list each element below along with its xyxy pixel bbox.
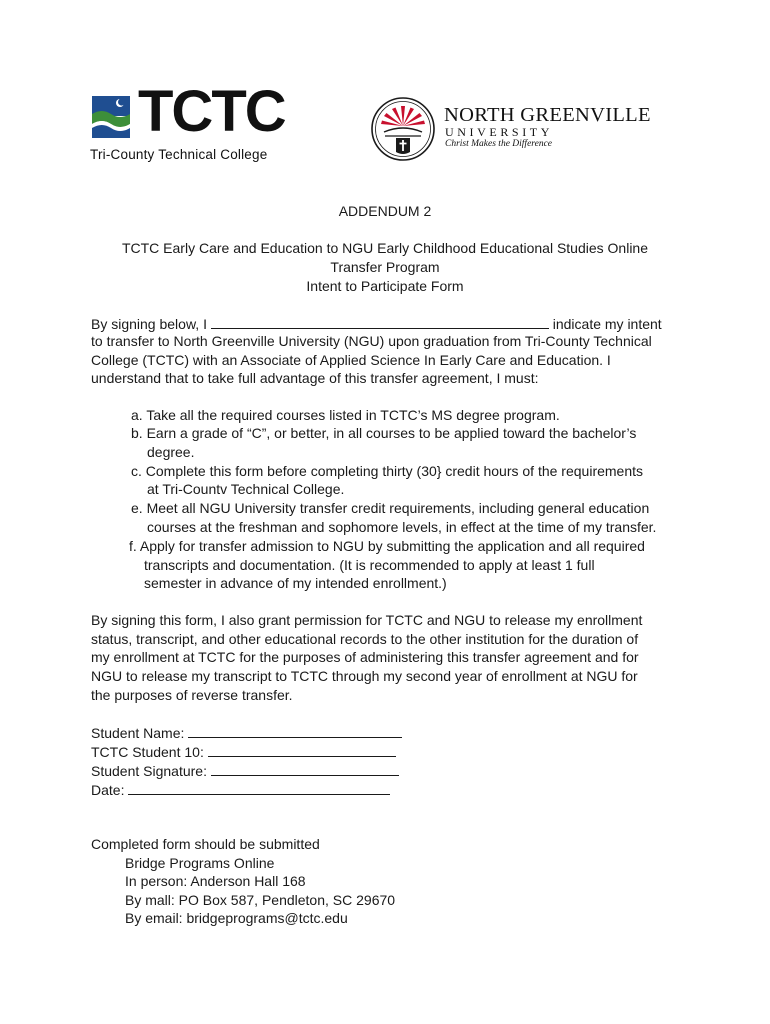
submission-in-person: In person: Anderson Hall 168 (125, 873, 306, 889)
tctc-college-name: Tri-County Technical College (90, 147, 268, 162)
date-field[interactable] (128, 780, 390, 795)
intro-after-blank: indicate my intent (552, 316, 662, 332)
permission-line-3: my enrollment at TCTC for the purposes of administering this transfer agreement and for (91, 649, 639, 665)
intro-line-1 (91, 314, 662, 333)
ngu-university-label: UNIVERSITY (445, 125, 553, 139)
permission-line-4: NGU to release my transcript to TCTC through my second year of enrollment at NGU for (91, 668, 638, 684)
tctc-wordmark: TCTC (138, 79, 285, 144)
ngu-logo (370, 96, 690, 166)
submission-by-email[interactable]: By email: bridgeprograms@tctc.edu (125, 910, 348, 926)
tctc-emblem-icon (90, 94, 132, 140)
requirement-f-cont-2: semester in advance of my intended enrollment.) (144, 575, 447, 591)
requirement-e: e. Meet all NGU University transfer credit requirements, including general education (131, 500, 650, 516)
addendum-heading: ADDENDUM 2 (338, 203, 432, 219)
submission-heading: Completed form should be submitted (91, 836, 320, 852)
student-id-label: TCTC Student 10: (91, 744, 204, 760)
student-name-row (91, 723, 402, 742)
requirement-c-cont: at Tri-Countv Technical College. (147, 481, 345, 497)
permission-line-2: status, transcript, and other educational records to the other institution for the duration of (91, 631, 639, 647)
intro-before-blank: By signing below, I (91, 316, 207, 332)
date-row (91, 780, 390, 799)
intro-line-2: to transfer to North Greenville University (NGU) upon graduation from Tri-County Technical (91, 333, 652, 349)
ngu-tagline: Christ Makes the Difference (445, 139, 553, 149)
requirement-e-cont: courses at the freshman and sophomore levels, in effect at the time of my transfer. (147, 519, 657, 535)
permission-line-5: the purposes of reverse transfer. (91, 687, 293, 703)
student-signature-row (91, 761, 399, 780)
requirement-a: a. Take all the required courses listed in TCTC’s MS degree program. (131, 407, 560, 423)
student-id-field[interactable] (208, 742, 396, 757)
requirement-b: b. Earn a grade of “C”, or better, in all courses to be applied toward the bachelor’s (131, 425, 637, 441)
program-title-line1: TCTC Early Care and Education to NGU Early Childhood Educational Studies Online (121, 240, 649, 256)
student-signature-label: Student Signature: (91, 763, 207, 779)
requirement-b-cont: degree. (147, 444, 195, 460)
program-title-line2: Transfer Program (330, 259, 440, 275)
tctc-logo (90, 79, 305, 164)
submission-by-mail: By mall: PO Box 587, Pendleton, SC 29670 (125, 892, 396, 908)
form-title: Intent to Participate Form (306, 278, 464, 294)
date-label: Date: (91, 782, 125, 798)
ngu-name: NORTH GREENVILLE (444, 104, 651, 126)
requirement-f: f. Apply for transfer admission to NGU by submitting the application and all required (129, 538, 645, 554)
student-signature-field[interactable] (211, 761, 399, 776)
requirement-f-cont-1: transcripts and documentation. (It is recommended to apply at least 1 full (144, 557, 595, 573)
requirement-c: c. Complete this form before completing thirty (30} credit hours of the requirements (131, 463, 644, 479)
submission-office: Bridge Programs Online (125, 855, 275, 871)
ngu-seal-icon (370, 96, 436, 162)
intro-line-3: College (TCTC) with an Associate of Applied Science In Early Care and Education. I (91, 352, 611, 368)
student-id-row (91, 742, 396, 761)
name-blank-field[interactable] (211, 314, 549, 329)
student-name-field[interactable] (188, 723, 402, 738)
intro-line-4: understand that to take full advantage of this transfer agreement, I must: (91, 370, 539, 386)
permission-line-1: By signing this form, I also grant permission for TCTC and NGU to release my enrollment (91, 612, 643, 628)
student-name-label: Student Name: (91, 725, 185, 741)
